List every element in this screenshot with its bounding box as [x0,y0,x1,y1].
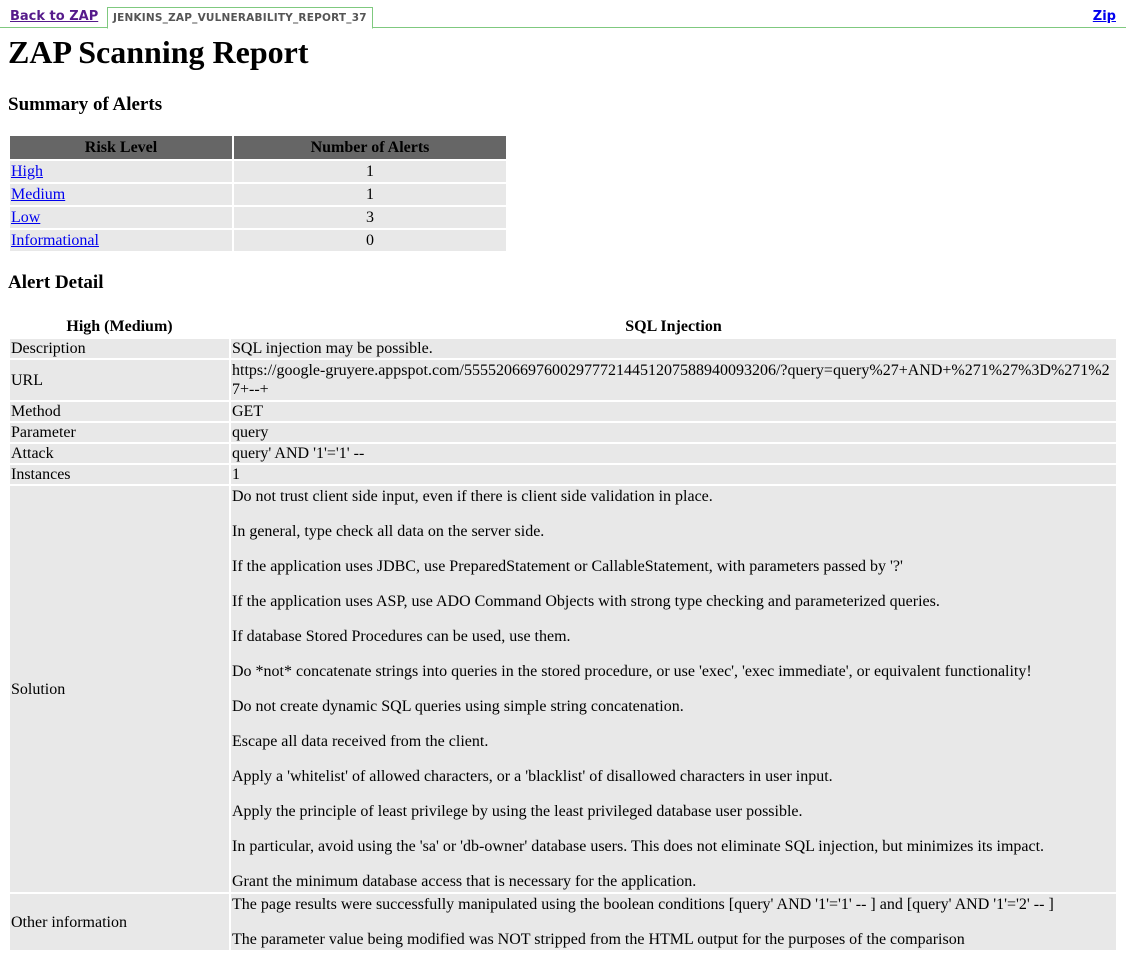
solution-paragraph: Apply a 'whitelist' of allowed characters, or a 'blacklist' of disallowed characters in user input. [232,768,833,785]
solution-paragraph: Grant the minimum database access that is necessary for the application. [232,873,697,890]
summary-header-row [10,136,506,159]
alert-header-row [10,316,1116,337]
other-information-paragraph: The parameter value being modified was NOT stripped from the HTML output for the purposes of the comparison [232,931,965,948]
summary-row-high [10,161,506,182]
summary-table [8,134,508,253]
alert-detail-heading: Alert Detail [8,272,104,293]
solution-paragraph: If the application uses JDBC, use PreparedStatement or CallableStatement, with parameters passed by '?' [232,558,903,575]
risk-level-header: Risk Level [10,136,232,159]
alert-count: 0 [234,230,506,251]
url-row [10,360,1116,400]
other-information-paragraph: The page results were successfully manipulated using the boolean conditions [query' AND '1'='1' -- ] and [query' AND '1'='2' -- ] [232,896,1054,913]
method-row [10,402,1116,421]
alert-risk-header: High (Medium) [66,317,173,335]
risk-link-high[interactable]: High [11,162,43,180]
report-tab-bar [0,0,1126,28]
parameter-row [10,423,1116,442]
solution-paragraph: If database Stored Procedures can be used, use them. [232,628,571,645]
solution-paragraph: Escape all data received from the client. [232,733,489,750]
instances-value: 1 [231,465,1116,484]
risk-link-informational[interactable]: Informational [11,231,99,249]
method-label: Method [10,402,229,421]
alert-name-header: SQL Injection [625,317,722,335]
solution-row [10,486,1116,892]
page-title: ZAP Scanning Report [8,34,309,70]
summary-row-informational [10,230,506,251]
solution-paragraph: Do not trust client side input, even if there is client side validation in place. [232,488,713,505]
number-of-alerts-header: Number of Alerts [234,136,506,159]
solution-paragraph: If the application uses ASP, use ADO Command Objects with strong type checking and parameterized queries. [232,593,940,610]
instances-row [10,465,1116,484]
url-label: URL [10,360,229,400]
summary-row-low [10,207,506,228]
description-label: Description [10,339,229,358]
method-value: GET [231,402,1116,421]
attack-value: query' AND '1'='1' -- [231,444,1116,463]
risk-link-medium[interactable]: Medium [11,185,66,203]
url-value: https://google-gruyere.appspot.com/555520669760029777214451207588940093206/?query=query%27+AND+%271%27%3D%271%27+--+ [231,360,1116,400]
alert-detail-table [8,314,1118,952]
solution-paragraph: Do not create dynamic SQL queries using simple string concatenation. [232,698,684,715]
alert-count: 1 [234,184,506,205]
instances-label: Instances [10,465,229,484]
risk-link-low[interactable]: Low [11,208,41,226]
attack-label: Attack [10,444,229,463]
solution-paragraph: In general, type check all data on the server side. [232,523,545,540]
summary-row-medium [10,184,506,205]
other-information-value [231,894,1116,950]
tab-zap-vulnerability-report[interactable]: JENKINS_ZAP_VULNERABILITY_REPORT_37 [107,7,373,29]
solution-label: Solution [10,486,229,892]
solution-paragraph: Do *not* concatenate strings into queries in the stored procedure, or use 'exec', 'exec immediate', or equivalent functionality! [232,663,1032,680]
solution-paragraph: Apply the principle of least privilege by using the least privileged database user possible. [232,803,803,820]
zip-download-link[interactable]: Zip [1092,9,1116,24]
other-information-label: Other information [10,894,229,950]
description-row [10,339,1116,358]
attack-row [10,444,1116,463]
parameter-label: Parameter [10,423,229,442]
back-to-zap-link[interactable]: Back to ZAP [10,9,99,24]
description-value: SQL injection may be possible. [231,339,1116,358]
other-information-row [10,894,1116,950]
alert-count: 1 [234,161,506,182]
parameter-value: query [231,423,1116,442]
alert-count: 3 [234,207,506,228]
solution-value [231,486,1116,892]
summary-heading: Summary of Alerts [8,94,163,115]
solution-paragraph: In particular, avoid using the 'sa' or 'db-owner' database users. This does not eliminate SQL injection, but minimizes its impact. [232,838,1045,855]
